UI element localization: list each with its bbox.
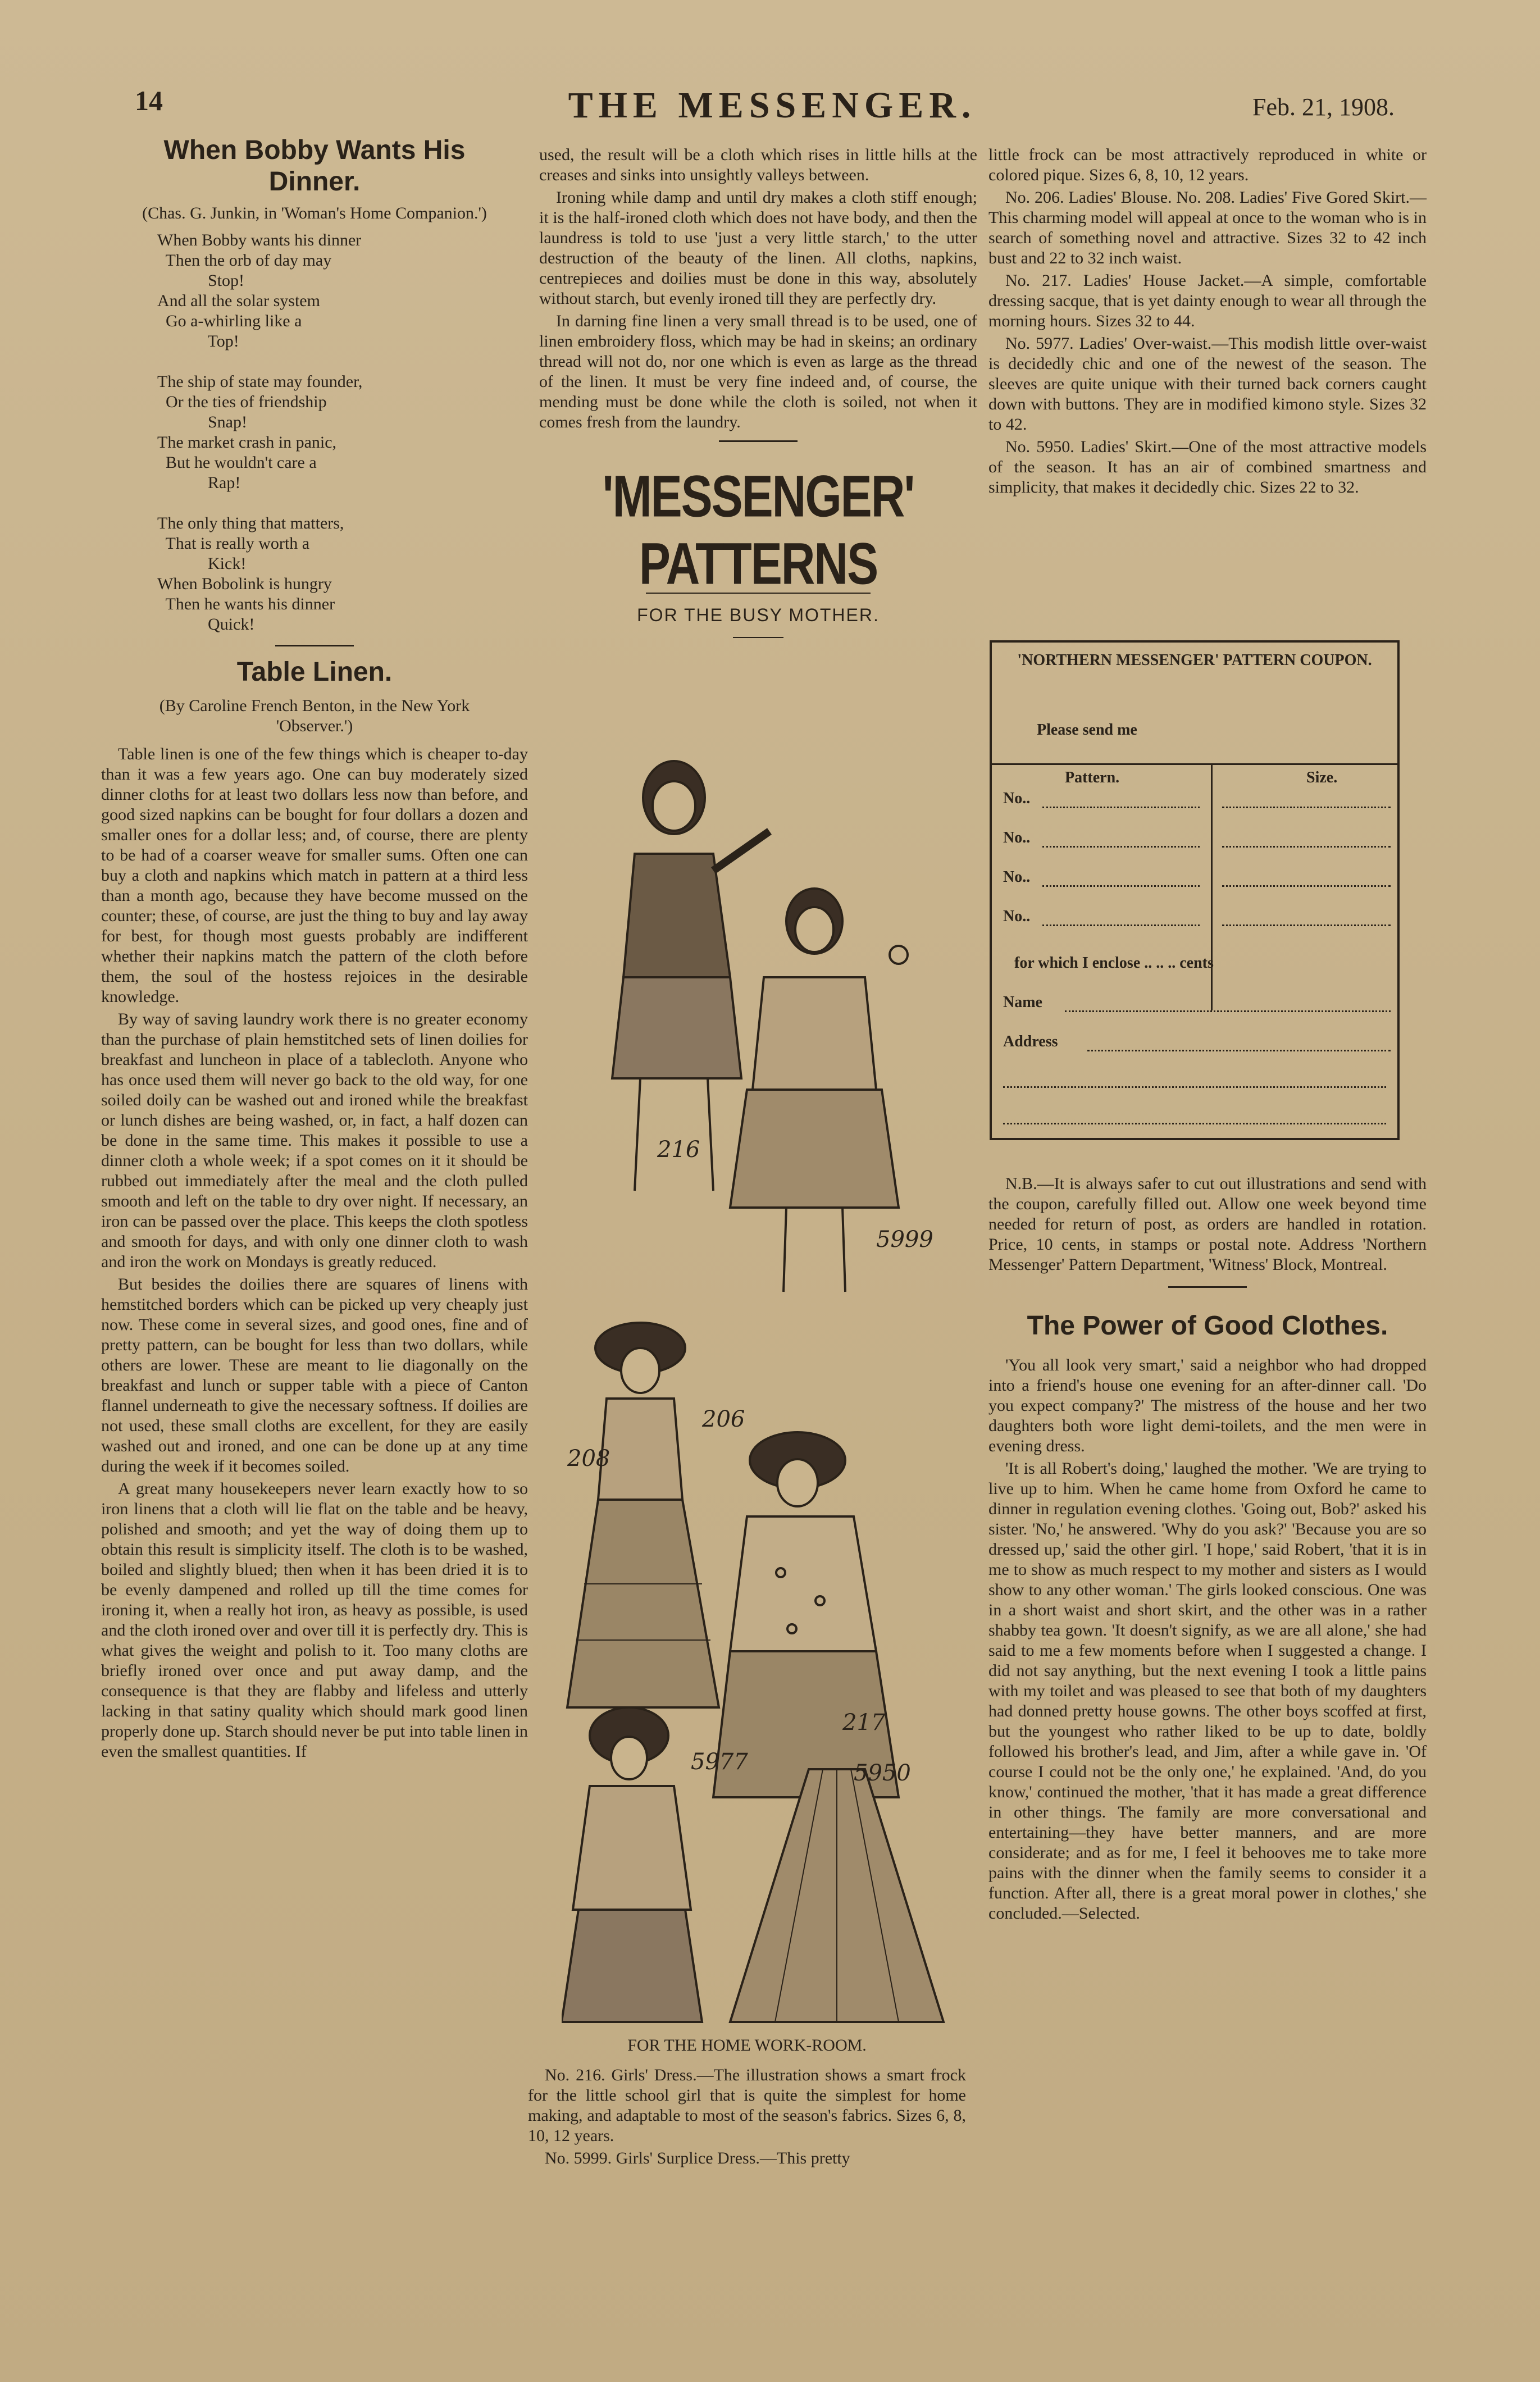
patterns-subtitle: FOR THE BUSY MOTHER. (637, 605, 880, 625)
figure-label: 208 (567, 1446, 610, 1472)
lady-figure-206-217 (713, 1432, 899, 1797)
poem-line: Kick! (157, 554, 247, 573)
fashion-illustration (562, 741, 966, 2033)
poem-line: When Bobby wants his dinner (157, 231, 362, 249)
article-paragraph: Table linen is one of the few things which is cheaper to-day than it was a few years ago. One can buy moderately sized dinner cloths for at least two dollars less now than before, and good sized napkins can be bought for four dollars a dozen and smaller ones for a dollar less; and, of course, there are plenty to be had of a coarser weave for smaller sums. Often one can buy a cloth and napkins which match in pattern at a third less than a month ago, because they have become mussed on the counter; these, of course, are just the thing to buy and lay away for best, for though most guests probably are indifferent whether their napkins match the pattern of the cloth before them, the soul of the hostess rejoices in the desirable knowledge. (101, 745, 528, 1006)
article-paragraph: used, the result will be a cloth which rises in little hills at the creases and sinks into unsightly valleys between. (539, 145, 977, 184)
article-paragraph: By way of saving laundry work there is no greater economy than the purchase of plain hemstitched sets of linen doilies for breakfast and luncheon in place of a tablecloth. Anyone who has once used them will never go back to the old way, for one soiled doily can be washed out and ironed while the breakfast or lunch dishes are being washed, or, in fact, a half dozen can be done in the same time. This makes it possible to use a dinner cloth a whole week; if a spot comes on it it should be rubbed out immediately after the meal and the cloth pulled smooth and left on the table to dry over night. If necessary, an iron can be passed over the place. This keeps the cloth spotless and smooth for days, and with only one dinner cloth to wash and iron the work on Mondays is greatly reduced. (101, 1010, 528, 1271)
article-paragraph: 'It is all Robert's doing,' laughed the mother. 'We are trying to live up to him. When he came home from Oxford he came to dinner in regulation evening clothes. 'Going out, Bob?' asked his sister. 'No,' he answered. 'Why do you ask?' 'Because you are so dressed up,' said the other girl. 'I hope,' said Robert, 'that it is in me to show as much respect to my mother and sisters as I would show to any other woman.' The girls looked conscious. One was in a short waist and short skirt, and the other was in a rather shabby tea gown. 'It doesn't signify, as we are all alone,' she had said to me a few moments before when I suggested a change. I did not say anything, but the next evening I took a little pains with my toilet and was pleased to see that both of my daughters had donned pretty house gowns. The other boys scoffed at first, but the youngest who rather liked to be up to date, boldly followed his brother's lead, and Jim, after a while gave in. 'Of course I could not be the only one,' he explained. 'And, do you know,' continued the mother, 'that it has made a great difference in other things. The family are more conversational and entertaining—they have better manners, and are more considerate; and as for me, I feel it behooves me to take more pains with the dinner when the family seems to consider it a function. After all, there is a great moral power in clothes,' she concluded.—Selected. (988, 1459, 1427, 1923)
figure-label: 206 (702, 1406, 745, 1432)
article-paragraph: But besides the doilies there are squares of linens with hemstitched borders which can be picked up very cheaply just now. These come in several sizes, and good ones, fine and of pretty pattern, can be bought for less than two dollars, while others are lower. These are meant to lie diagonally on the breakfast and lunch or supper table with a piece of Canton flannel underneath to give the necessary softness. If doilies are not used, these small cloths are excellent, for they are easily washed out and ironed, and one can be done up at any time during the week if it becomes soiled. (101, 1275, 528, 1475)
section-divider (275, 645, 354, 646)
article-title: Table Linen. (236, 657, 393, 687)
coupon-name-label: Name (1003, 994, 1042, 1011)
coupon-pattern-row[interactable] (1003, 829, 1386, 847)
masthead-date: Feb. 21, 1908. (1252, 93, 1395, 121)
poem-line: Or the ties of friendship (157, 393, 327, 411)
poem-line: Then he wants his dinner (157, 595, 335, 613)
article-paragraph: In darning fine linen a very small thread is to be used, one of linen embroidery floss, which may be had in skeins; an ordinary thread will not do, nor one which is even as large as the thread of the linen. It must be very fine indeed and, of course, the mending must be done while the cloth is soiled, not when it comes fresh from the laundry. (539, 312, 977, 431)
column-1 (101, 135, 528, 1764)
coupon-please-send: Please send me (1037, 721, 1137, 739)
section-divider (719, 440, 798, 442)
coupon-no-label: No.. (1003, 829, 1031, 846)
coupon-enclose: for which I enclose .. .. .. cents (1014, 954, 1214, 972)
coupon-divider (992, 763, 1397, 765)
poem-line: Quick! (157, 615, 255, 634)
coupon-no-label: No.. (1003, 868, 1031, 886)
poem-line: Go a-whirling like a (157, 312, 302, 330)
poem-credit: (Chas. G. Junkin, in 'Woman's Home Companion.') (142, 204, 487, 222)
skirt-figure-5950 (730, 1769, 944, 2022)
pattern-description: No. 206. Ladies' Blouse. No. 208. Ladies' Five Gored Skirt.—This charming model will appeal at once to the woman who is in search of something novel and attractive. Sizes 32 to 42 inch bust and 22 to 32 inch waist. (988, 188, 1427, 267)
subtitle-rule (733, 637, 783, 638)
coupon-address-field[interactable] (1087, 1050, 1391, 1051)
coupon-pattern-row[interactable] (1003, 908, 1386, 926)
figure-label: 216 (657, 1137, 700, 1163)
poem-line: Rap! (157, 473, 241, 492)
coupon-address-label: Address (1003, 1033, 1058, 1050)
coupon-header-pattern: Pattern. (1065, 769, 1120, 786)
article-paragraph: Ironing while damp and until dry makes a cloth stiff enough; it is the half-ironed cloth which does not have body, and then the laundress is told to use 'just a very little starch,' to the utter destruction of the beauty of the linen. All cloths, napkins, centrepieces and doilies must be done in this way, absolutely without starch, but evenly ironed till they are perfectly dry. (539, 188, 977, 308)
coupon-pattern-row[interactable] (1003, 790, 1386, 808)
column-3 (988, 145, 1427, 500)
article-paragraph: A great many housekeepers never learn exactly how to so iron linens that a cloth will lie flat on the table and be heavy, polished and smooth; and yet the way of doing them up to obtain this result is simplicity itself. The cloth is to be washed, boiled and slightly blued; then when it has been dried it is to be evenly dampened and rolled up till the time comes for ironing it, when a really hot iron, as heavy as possible, is used and the cloth ironed over and over till it is perfectly dry. This is what gives the weight and polish to it. Too many cloths are briefly ironed over once and put away damp, and the consequence is that they are flabby and lifeless and utterly lacking in that satiny quality which should mark good linen properly done up. Starch should never be put into table linen in even the smallest quantities. If (101, 1479, 528, 1761)
patterns-title: 'MESSENGER' PATTERNS (602, 463, 914, 596)
coupon-address-row[interactable] (1003, 1033, 1386, 1051)
lady-figure-5977 (562, 1707, 702, 2022)
pattern-description: little frock can be most attractively reproduced in white or colored pique. Sizes 6, 8, 10, 12 years. (988, 145, 1427, 184)
poem-line: Top! (157, 332, 239, 350)
poem-line: Snap! (157, 413, 247, 431)
coupon-no-label: No.. (1003, 908, 1031, 925)
poem-line: That is really worth a (157, 534, 310, 553)
masthead-title: THE MESSENGER. (568, 85, 977, 126)
pattern-description: No. 5999. Girls' Surplice Dress.—This pretty (545, 2149, 850, 2167)
column-3-lower (988, 1174, 1427, 1926)
coupon-pattern-row[interactable] (1003, 868, 1386, 886)
coupon-name-row[interactable] (1003, 994, 1386, 1012)
article-credit: (By Caroline French Benton, in the New York 'Observer.') (159, 696, 470, 735)
poem-body (157, 230, 528, 635)
article-paragraph: 'You all look very smart,' said a neighbor who had dropped into a friend's house one evening for an after-dinner call. 'Do you expect company?' The mistress of the house and her two daughters both wore light demi-toilets, and the men were in evening dress. (988, 1356, 1427, 1455)
pattern-coupon[interactable] (990, 640, 1400, 1140)
pattern-description: No. 216. Girls' Dress.—The illustration shows a smart frock for the little school girl that is quite the simplest for home making, and adaptable to most of the season's fabrics. Sizes 6, 8, 10, 12 years. (528, 2066, 966, 2145)
poem-title: When Bobby Wants His Dinner. (163, 135, 466, 197)
column-2-bottom (528, 2036, 966, 2171)
coupon-address-line[interactable] (1003, 1086, 1386, 1088)
coupon-pattern-field[interactable] (1042, 807, 1200, 808)
coupon-no-label: No.. (1003, 790, 1031, 807)
poem-line: When Bobolink is hungry (157, 575, 332, 593)
coupon-size-field[interactable] (1222, 807, 1391, 808)
lady-figure-208 (567, 1323, 719, 1707)
figure-label: 217 (842, 1710, 886, 1736)
coupon-pattern-field[interactable] (1042, 885, 1200, 887)
column-2 (539, 145, 977, 638)
figure-label: 5977 (691, 1749, 748, 1775)
page-number: 14 (135, 85, 163, 116)
poem-line: But he wouldn't care a (157, 453, 317, 472)
section-divider (1168, 1286, 1247, 1288)
poem-line: Stop! (157, 271, 245, 290)
coupon-pattern-field[interactable] (1042, 846, 1200, 848)
pattern-description: No. 217. Ladies' House Jacket.—A simple, comfortable dressing sacque, that is yet dainty enough to wear all through the morning hours. Sizes 32 to 44. (988, 271, 1427, 330)
coupon-size-field[interactable] (1222, 885, 1391, 887)
coupon-address-line[interactable] (1003, 1123, 1386, 1124)
coupon-pattern-field[interactable] (1042, 924, 1200, 926)
coupon-size-field[interactable] (1222, 846, 1391, 848)
figure-label: 5999 (876, 1227, 933, 1253)
coupon-header-size: Size. (1306, 769, 1338, 786)
poem-line: Then the orb of day may (157, 251, 332, 270)
poem-line (157, 493, 528, 513)
poem-line: And all the solar system (157, 292, 320, 310)
pattern-description: No. 5977. Ladies' Over-waist.—This modish little over-waist is decidedly chic and one of the newest of the season. The sleeves are quite unique with their turned back corners caught down with buttons. They are in modified kimono style. Sizes 32 to 42. (988, 334, 1427, 434)
poem-line (157, 352, 528, 372)
coupon-name-field[interactable] (1065, 1010, 1391, 1012)
poem-line: The only thing that matters, (157, 514, 344, 532)
pattern-description: No. 5950. Ladies' Skirt.—One of the most attractive models of the season. It has an air of combined smartness and simplicity, that makes it decidedly chic. Sizes 22 to 32. (988, 438, 1427, 497)
figure-label: 5950 (854, 1760, 911, 1786)
poem-line: The market crash in panic, (157, 433, 337, 452)
figure-caption: FOR THE HOME WORK-ROOM. (627, 2036, 867, 2055)
coupon-size-field[interactable] (1222, 924, 1391, 926)
poem-line: The ship of state may founder, (157, 372, 363, 391)
article-title: The Power of Good Clothes. (1027, 1311, 1388, 1341)
coupon-title: 'NORTHERN MESSENGER' PATTERN COUPON. (1017, 652, 1372, 669)
coupon-note: N.B.—It is always safer to cut out illustrations and send with the coupon, carefully filled out. Allow one week beyond time needed for return of post, as orders are handled in rotation. Price, 10 cents, in stamps or postal note. Address 'Northern Messenger' Pattern Department, 'Witness' Block, Montreal. (988, 1174, 1427, 1274)
